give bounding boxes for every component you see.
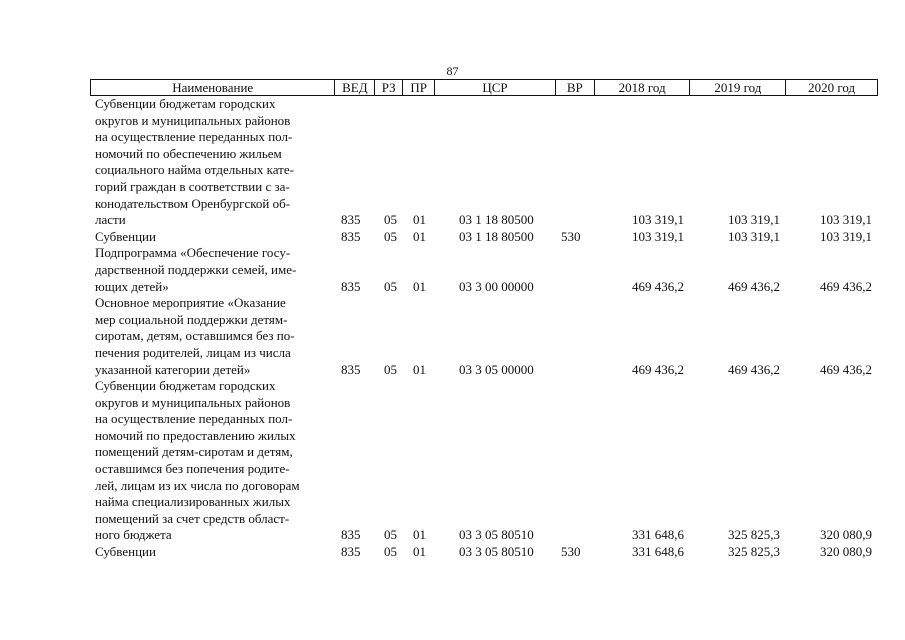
table-row (90, 295, 878, 378)
budget-table (90, 79, 878, 561)
row-name-line: ющих детей» (95, 278, 169, 294)
row-name-line: номочий по обеспечению жильем (95, 145, 282, 161)
table-body (90, 96, 878, 561)
row-name-line: округов и муниципальных районов (95, 112, 291, 128)
row-name-line: мер социальной поддержки детям- (95, 311, 288, 327)
row-name-line: дарственной поддержки семей, име- (95, 261, 297, 277)
table-row (90, 378, 878, 544)
row-name (90, 378, 334, 544)
row-name-line: Субвенции (95, 544, 156, 560)
row-amount-2018: 331 648,6 (632, 527, 684, 543)
row-ved: 835 (341, 212, 361, 228)
row-amount-2019: 103 319,1 (728, 212, 780, 228)
row-amount-2018: 103 319,1 (632, 228, 684, 244)
row-pr: 01 (413, 212, 426, 228)
row-amount-2020: 320 080,9 (820, 544, 872, 560)
row-name-line: Субвенции бюджетам городских (95, 378, 276, 394)
row-name-line: сиротам, детям, оставшимся без по- (95, 328, 295, 344)
row-amount-2020: 103 319,1 (820, 228, 872, 244)
header-vr: ВР (555, 80, 594, 95)
row-vr: 530 (561, 544, 581, 560)
header-2018: 2018 год (594, 80, 690, 95)
page-number: 87 (446, 64, 459, 78)
header-rz: РЗ (374, 80, 402, 95)
header-name: Наименование (172, 80, 254, 95)
row-amount-2019: 103 319,1 (728, 228, 780, 244)
row-name-line: Субвенции (95, 228, 156, 244)
row-ved: 835 (341, 278, 361, 294)
table-header (90, 79, 878, 96)
row-amount-2018: 331 648,6 (632, 544, 684, 560)
row-pr: 01 (413, 228, 426, 244)
row-name (90, 96, 334, 229)
row-amount-2018: 103 319,1 (632, 212, 684, 228)
row-amount-2018: 469 436,2 (632, 361, 684, 377)
table-row (90, 229, 878, 246)
header-2020: 2020 год (785, 80, 877, 95)
header-2019: 2019 год (689, 80, 785, 95)
row-amount-2019: 325 825,3 (728, 544, 780, 560)
row-amount-2018: 469 436,2 (632, 278, 684, 294)
row-amount-2020: 103 319,1 (820, 212, 872, 228)
row-name-line: Субвенции бюджетам городских (95, 96, 276, 111)
row-ved: 835 (341, 361, 361, 377)
table-row (90, 245, 878, 295)
row-name-line: лей, лицам из их числа по договорам (95, 477, 300, 493)
row-name-line: найма специализированных жилых (95, 494, 291, 510)
row-rz: 05 (384, 544, 397, 560)
row-name (90, 245, 334, 295)
row-name-line: Основное мероприятие «Оказание (95, 295, 286, 311)
row-name-line: Подпрограмма «Обеспечение госу- (95, 245, 291, 261)
row-csr: 03 3 05 80510 (459, 527, 534, 543)
header-csr: ЦСР (434, 80, 555, 95)
row-rz: 05 (384, 212, 397, 228)
row-name-line: округов и муниципальных районов (95, 394, 291, 410)
row-pr: 01 (413, 278, 426, 294)
row-csr: 03 3 05 80510 (459, 544, 534, 560)
row-rz: 05 (384, 278, 397, 294)
row-name-line: помещений за счет средств област- (95, 510, 290, 526)
row-vr: 530 (561, 228, 581, 244)
row-amount-2019: 469 436,2 (728, 278, 780, 294)
row-ved: 835 (341, 544, 361, 560)
row-name-line: ного бюджета (95, 527, 172, 543)
row-csr: 03 3 05 00000 (459, 361, 534, 377)
table-row (90, 544, 878, 561)
row-name (90, 295, 334, 378)
row-name-line: указанной категории детей» (95, 361, 251, 377)
row-ved: 835 (341, 228, 361, 244)
row-amount-2020: 320 080,9 (820, 527, 872, 543)
row-name-line: ласти (95, 212, 126, 228)
row-name-line: горий граждан в соответствии с за- (95, 178, 290, 194)
row-name (90, 229, 334, 246)
row-name-line: конодательством Оренбургской об- (95, 195, 291, 211)
row-name-line: печения родителей, лицам из числа (95, 344, 291, 360)
row-pr: 01 (413, 527, 426, 543)
row-csr: 03 1 18 80500 (459, 212, 534, 228)
row-rz: 05 (384, 361, 397, 377)
row-csr: 03 3 00 00000 (459, 278, 534, 294)
row-pr: 01 (413, 361, 426, 377)
row-csr: 03 1 18 80500 (459, 228, 534, 244)
header-ved: ВЕД (334, 80, 374, 95)
row-name-line: на осуществление переданных пол- (95, 129, 293, 145)
row-amount-2019: 469 436,2 (728, 361, 780, 377)
row-amount-2019: 325 825,3 (728, 527, 780, 543)
row-name-line: номочий по предоставлению жилых (95, 427, 296, 443)
row-amount-2020: 469 436,2 (820, 278, 872, 294)
row-ved: 835 (341, 527, 361, 543)
row-name-line: помещений детям-сиротам и детям, (95, 444, 293, 460)
row-name-line: оставшимся без попечения родите- (95, 461, 290, 477)
table-row (90, 96, 878, 229)
row-pr: 01 (413, 544, 426, 560)
header-pr: ПР (402, 80, 434, 95)
row-name-line: на осуществление переданных пол- (95, 411, 293, 427)
row-amount-2020: 469 436,2 (820, 361, 872, 377)
row-name-line: социального найма отдельных кате- (95, 162, 294, 178)
row-name (90, 544, 334, 561)
row-rz: 05 (384, 228, 397, 244)
row-rz: 05 (384, 527, 397, 543)
